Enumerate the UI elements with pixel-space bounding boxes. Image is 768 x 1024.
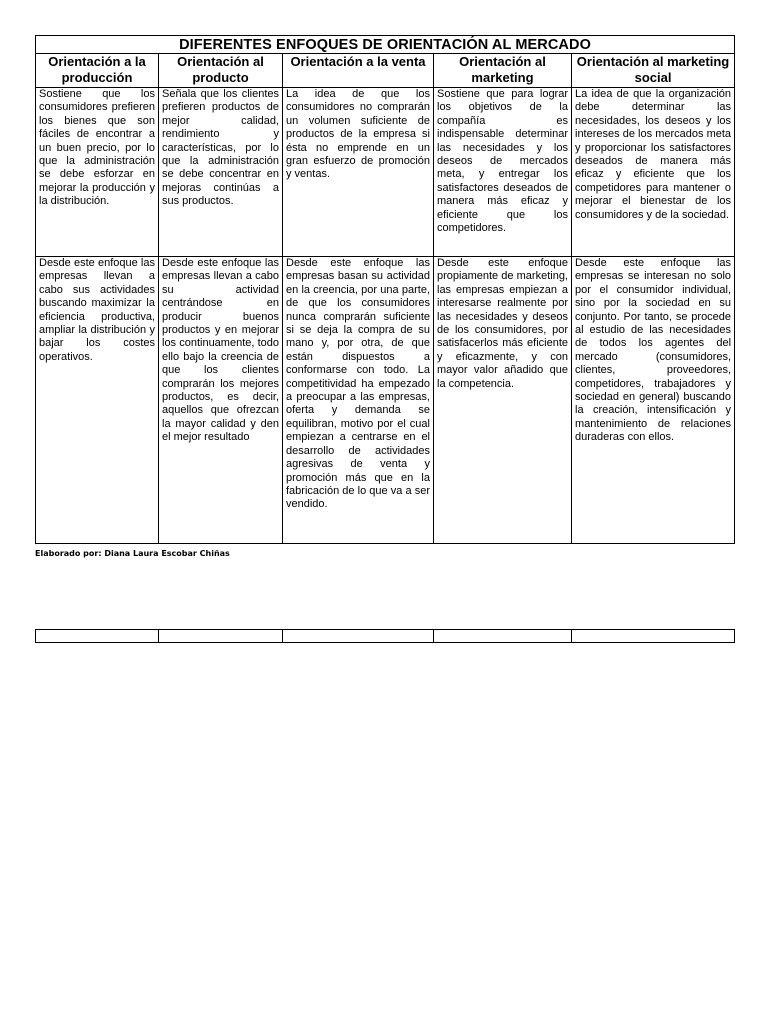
cell-definition-produccion: Sostiene que los consumidores prefieren los bienes que son fáciles de encontrar a un buen precio, por lo que la administración se debe esforzar en mejorar la producción y la distribución. — [36, 88, 159, 257]
header-marketing: Orientación al marketing — [434, 54, 572, 88]
cell-definition-marketing: Sostiene que para lograr los objetivos de la compañía es indispensable determinar las necesidades y los deseos de mercados meta, y entregar los satisfactores deseados de manera más eficaz y eficiente que los competidores. — [434, 88, 572, 257]
cell-approach-venta: Desde este enfoque las empresas basan su actividad en la creencia, por una parte, de que los consumidores nunca comprarán suficiente si se deja la compra de su mano y, por otra, de que están dispuestos a conformarse con todo. La competitividad ha empezado a preocupar a las empresas, oferta y demanda se equilibran, motivo por el cual empiezan a centrarse en el desarrollo de actividades agresivas de venta y promoción más que en la fabricación de lo que va a ser vendido. — [283, 257, 434, 544]
empty-cell — [572, 630, 735, 643]
cell-definition-venta: La idea de que los consumidores no comprarán un volumen suficiente de productos de la empresa si ésta no emprende en un gran esfuerzo de promoción y ventas. — [283, 88, 434, 257]
header-marketing-social: Orientación al marketing social — [572, 54, 735, 88]
cell-approach-marketing-social: Desde este enfoque las empresas se interesan no solo por el consumidor individual, sino por la sociedad en su conjunto. Por tanto, se procede al estudio de las necesidades de todos los agentes del mercado (consumidores, clientes, proveedores, competidores, trabajadores y sociedad en general) buscando la creación, intensificación y mantenimiento de relaciones duraderas con ellos. — [572, 257, 735, 544]
table-row — [36, 257, 735, 544]
cell-definition-marketing-social: La idea de que la organización debe determinar las necesidades, los deseos y los intereses de los mercados meta y proporcionar los satisfactores deseados de manera más eficaz y eficiente que los competidores para mantener o mejorar el bienestar de los consumidores y de la sociedad. — [572, 88, 735, 257]
table-title: DIFERENTES ENFOQUES DE ORIENTACIÓN AL MERCADO — [36, 36, 735, 54]
author-credit: Elaborado por: Diana Laura Escobar Chiñas — [35, 549, 230, 558]
cell-approach-produccion: Desde este enfoque las empresas llevan a cabo sus actividades buscando maximizar la eficiencia productiva, ampliar la distribución y bajar los costes operativos. — [36, 257, 159, 544]
header-producto: Orientación al producto — [159, 54, 283, 88]
empty-cell — [36, 630, 159, 643]
empty-table-row — [35, 629, 735, 643]
header-venta: Orientación a la venta — [283, 54, 434, 88]
cell-definition-producto: Señala que los clientes prefieren productos de mejor calidad, rendimiento y características, por lo que la administración se debe concentrar en mejoras continúas a sus productos. — [159, 88, 283, 257]
cell-approach-producto: Desde este enfoque las empresas llevan a cabo su actividad centrándose en producir buenos productos y en mejorar los continuamente, todo ello bajo la creencia de que los clientes comprarán los mejores productos, es decir, aquellos que ofrezcan la mayor calidad y den el mejor resultado — [159, 257, 283, 544]
empty-cell — [434, 630, 572, 643]
orientation-table — [35, 35, 735, 544]
cell-approach-marketing: Desde este enfoque propiamente de marketing, las empresas empiezan a interesarse realmente por las necesidades y deseos de los consumidores, por satisfacerlos más eficiente y eficazmente, y con mayor valor añadido que la competencia. — [434, 257, 572, 544]
empty-cell — [159, 630, 283, 643]
empty-cell — [283, 630, 434, 643]
table-row — [36, 88, 735, 257]
header-produccion: Orientación a la producción — [36, 54, 159, 88]
